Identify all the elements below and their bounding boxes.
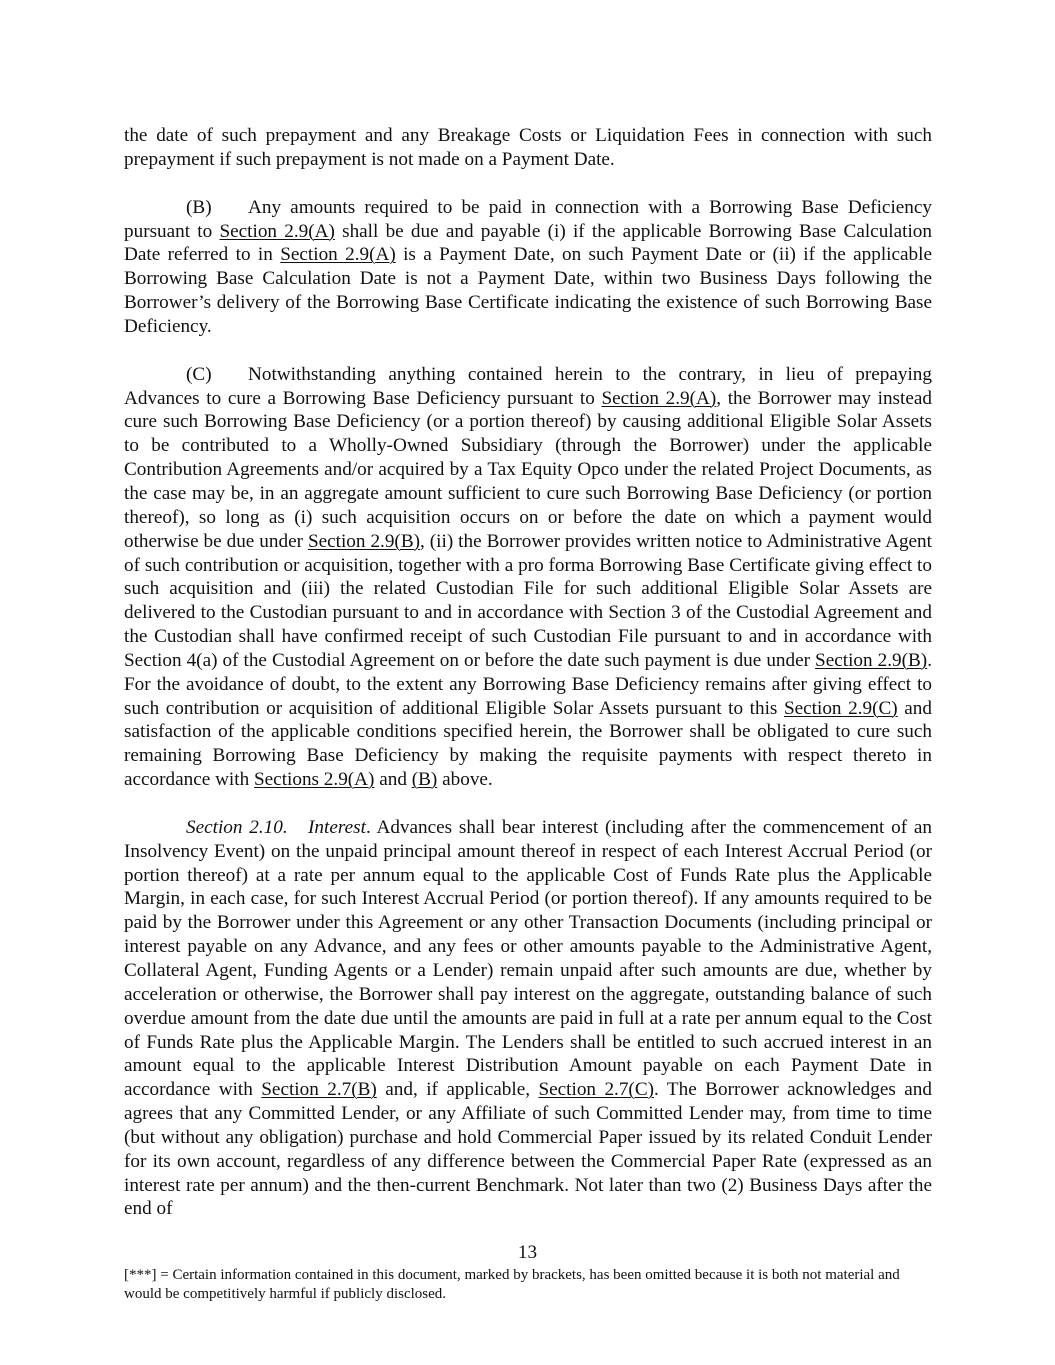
section-reference: Section 2.9(C): [783, 697, 898, 719]
section-heading-title: Interest: [308, 816, 366, 838]
paragraph-b-label: (B): [186, 196, 212, 218]
section-reference: (B): [411, 769, 438, 791]
paragraph-c: (C) Notwithstanding anything contained herein to the contrary, in lieu of prepaying Advances to cure a Borrowing Base Deficiency pursuant to Section 2.9(A), the Borrower may instead cure such Borrowing Base Deficiency (or a portion thereof) by causing additional Eligible Solar Assets to be contributed to a Wholly-Owned Subsidiary (through the Borrower) under the applicable Contribution Agreements and/or acquired by a Tax Equity Opco under the related Project Documents, as the case may be, in an aggregate amount sufficient to cure such Borrowing Base Deficiency (or portion thereof), so long as (i) such acquisition occurs on or before the date on which a payment would otherwise be due under Section 2.9(B), (ii) the Borrower provides written notice to Administrative Agent of such contribution or acquisition, together with a pro forma Borrowing Base Certificate giving effect to such acquisition and (iii) the related Custodian File for such additional Eligible Solar Assets are delivered to the Custodian pursuant to and in accordance with Section 3 of the Custodial Agreement and the Custodian shall have confirmed receipt of such Custodian File pursuant to and in accordance with Section 4(a) of the Custodial Agreement on or before the date such payment is due under Section 2.9(B). For the avoidance of doubt, to the extent any Borrowing Base Deficiency remains after giving effect to such contribution or acquisition of additional Eligible Solar Assets pursuant to this Section 2.9(C) and satisfaction of the applicable conditions specified herein, the Borrower shall be obligated to cure such remaining Borrowing Base Deficiency by making the requisite payments with respect thereto in accordance with Sections 2.9(A) and (B) above.: [124, 363, 932, 791]
section-reference: Section 2.9(B): [815, 649, 928, 671]
paragraph-b: (B) Any amounts required to be paid in connection with a Borrowing Base Deficiency pursuant to Section 2.9(A) shall be due and payable (i) if the applicable Borrowing Base Calculation Date referred to in Section 2.9(A) is a Payment Date, on such Payment Date or (ii) if the applicable Borrowing Base Calculation Date is not a Payment Date, within two Business Days following the Borrower’s delivery of the Borrowing Base Certificate indicating the existence of such Borrowing Base Deficiency.: [124, 196, 932, 337]
confidentiality-footnote: [***] = Certain information contained in this document, marked by brackets, has been omitted because it is both not material and would be competitively harmful if publicly disclosed.: [124, 1267, 900, 1302]
section-reference: Section 2.9(A): [280, 244, 396, 266]
section-2-10-interest: Section 2.10. Interest. Advances shall bear interest (including after the commencement of an Insolvency Event) on the unpaid principal amount thereof in respect of each Interest Accrual Period (or portion thereof) at a rate per annum equal to the applicable Cost of Funds Rate plus the Applicable Margin, in each case, for such Interest Accrual Period (or portion thereof). If any amounts required to be paid by the Borrower under this Agreement or any other Transaction Documents (including principal or interest payable on any Advance, and any fees or other amounts payable to the Administrative Agent, Collateral Agent, Funding Agents or a Lender) remain unpaid after such amounts are due, whether by acceleration or otherwise, the Borrower shall pay interest on the aggregate, outstanding balance of such overdue amount from the date due until the amounts are paid in full at a rate per annum equal to the Cost of Funds Rate plus the Applicable Margin. The Lenders shall be entitled to such accrued interest in an amount equal to the applicable Interest Distribution Amount payable on each Payment Date in accordance with Section 2.7(B) and, if applicable, Section 2.7(C). The Borrower acknowledges and agrees that any Committed Lender, or any Affiliate of such Committed Lender may, from time to time (but without any obligation) purchase and hold Commercial Paper issued by its related Conduit Lender for its own account, regardless of any difference between the Commercial Paper Rate (expressed as an interest rate per annum) and the then-current Benchmark. Not later than two (2) Business Days after the end of: [124, 816, 933, 1220]
section-reference: Section 2.7(C): [538, 1079, 655, 1101]
document-body: [124, 124, 932, 1221]
section-reference: Section 2.7(B): [261, 1079, 377, 1101]
page-number: 13: [517, 1242, 538, 1263]
section-reference: Section 2.9(A): [601, 387, 717, 409]
section-reference: Sections 2.9(A): [253, 769, 375, 791]
paragraph-continuation: the date of such prepayment and any Breakage Costs or Liquidation Fees in connection with such prepayment if such prepayment is not made on a Payment Date.: [124, 125, 932, 170]
paragraph-c-label: (C): [186, 363, 212, 385]
section-reference: Section 2.9(A): [219, 220, 335, 242]
section-reference: Section 2.9(B): [307, 530, 421, 552]
section-heading-number: Section 2.10.: [186, 816, 288, 838]
